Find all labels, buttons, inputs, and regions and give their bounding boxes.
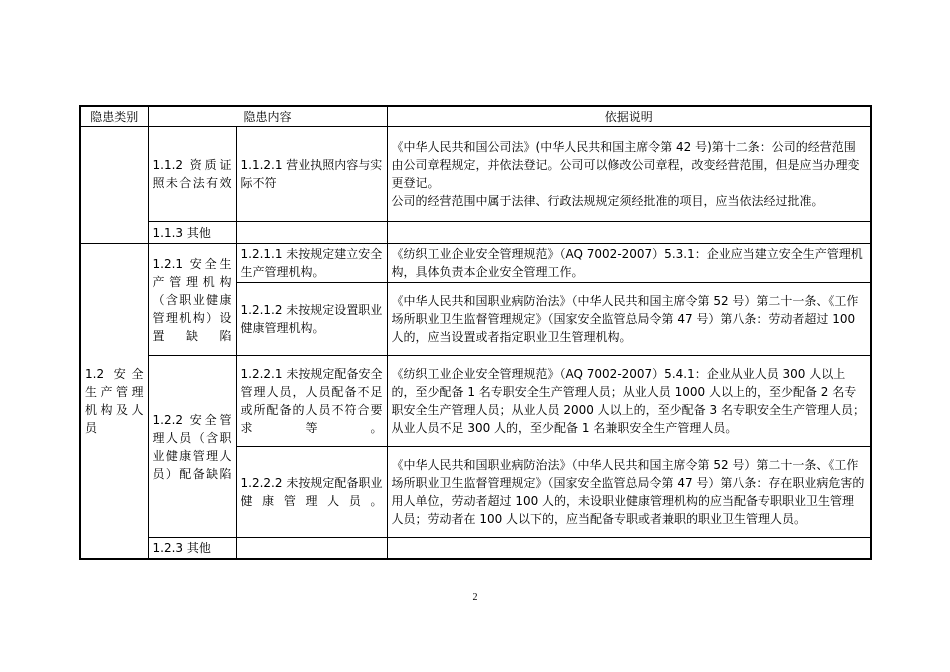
- basis-cell: 《中华人民共和国职业病防治法》（中华人民共和国主席令第 52 号）第二十一条、《工作场所职业卫生监督管理规定》（国家安全监管总局令第 47 号）第八条：存在职业病危害的用人单位，劳动者超过 100 人的，未设职业健康管理机构的应当配备专职职业卫生管理人员；劳动者在 100 人以下的，应当配备专职或者兼职的职业卫生管理人员。: [387, 447, 871, 538]
- detail-cell: 1.2.2.2 未按规定配备职业健康管理人员。: [236, 447, 387, 538]
- header-category: 隐患类别: [80, 106, 148, 127]
- subcategory-cell: 1.1.3 其他: [148, 222, 236, 244]
- detail-cell: 1.2.2.1 未按规定配备安全管理人员，人员配备不足或所配备的人员不符合要求等。: [236, 356, 387, 447]
- subcategory-cell: 1.2.2 安全管理人员（含职业健康管理人员）配备缺陷: [148, 356, 236, 538]
- category-cell-empty: [80, 127, 148, 244]
- header-content: 隐患内容: [148, 106, 387, 127]
- table-row: [80, 222, 871, 244]
- detail-cell-empty: [236, 222, 387, 244]
- basis-cell: 《纺织工业企业安全管理规范》（AQ 7002-2007）5.4.1：企业从业人员 300 人以上的，至少配备 1 名专职安全生产管理人员；从业人员 1000 人以上的，至少配备 2 名专职安全生产管理人员；从业人员 2000 人以上的，至少配备 3 名专职安全生产管理人员；从业人员不足 300 人的，至少配备 1 名兼职安全生产管理人员。: [387, 356, 871, 447]
- basis-cell: 《中华人民共和国职业病防治法》（中华人民共和国主席令第 52 号）第二十一条、《工作场所职业卫生监督管理规定》（国家安全监管总局令第 47 号）第八条：劳动者超过 100 人的，应当设置或者指定职业卫生管理机构。: [387, 283, 871, 356]
- detail-cell: 1.1.2.1 营业执照内容与实际不符: [236, 127, 387, 222]
- table-row: [80, 127, 871, 222]
- category-cell: 1.2 安全生产管理机构及人员: [80, 244, 148, 560]
- hazard-table: [79, 105, 872, 560]
- table-header-row: [80, 106, 871, 127]
- basis-cell: 《中华人民共和国公司法》(中华人民共和国主席令第 42 号)第十二条：公司的经营范围由公司章程规定，并依法登记。公司可以修改公司章程，改变经营范围，但是应当办理变更登记。 公司的经营范围中属于法律、行政法规规定须经批准的项目，应当依法经过批准。: [387, 127, 871, 222]
- detail-cell: 1.2.1.1 未按规定建立安全生产管理机构。: [236, 244, 387, 283]
- basis-cell-empty: [387, 222, 871, 244]
- table-row: [80, 244, 871, 283]
- subcategory-cell: 1.2.3 其他: [148, 538, 236, 560]
- subcategory-cell: 1.1.2 资质证照未合法有效: [148, 127, 236, 222]
- basis-cell: 《纺织工业企业安全管理规范》（AQ 7002-2007）5.3.1：企业应当建立安全生产管理机构，具体负责本企业安全管理工作。: [387, 244, 871, 283]
- detail-cell: 1.2.1.2 未按规定设置职业健康管理机构。: [236, 283, 387, 356]
- page-number: 2: [472, 592, 478, 603]
- table-row: [80, 356, 871, 447]
- header-basis: 依据说明: [387, 106, 871, 127]
- subcategory-cell: 1.2.1 安全生产管理机构（含职业健康管理机构）设置缺陷: [148, 244, 236, 356]
- detail-cell-empty: [236, 538, 387, 560]
- table-row: [80, 538, 871, 560]
- basis-cell-empty: [387, 538, 871, 560]
